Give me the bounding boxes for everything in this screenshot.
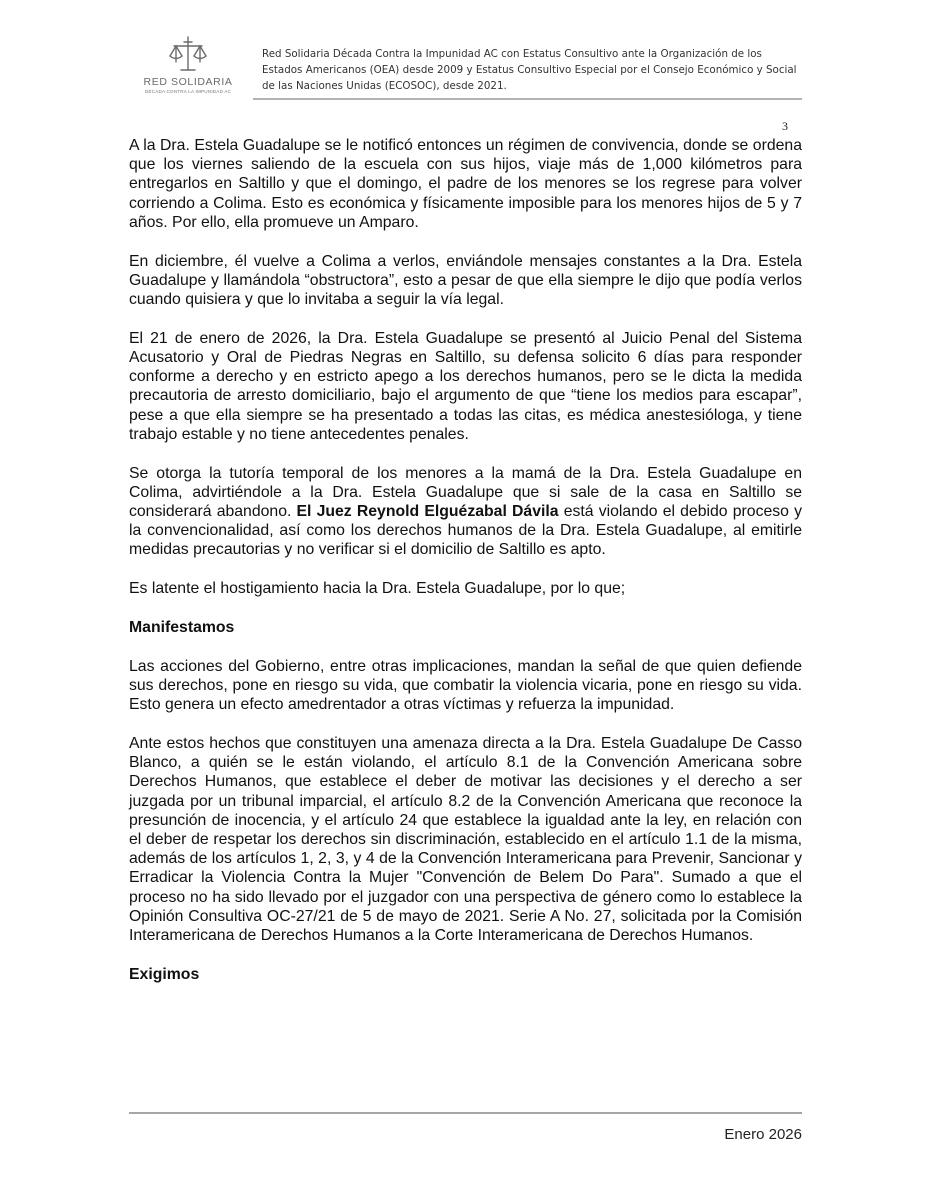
paragraph-hostigamiento: Es latente el hostigamiento hacia la Dra. Estela Guadalupe, por lo que; — [129, 580, 626, 598]
paragraph-tutoria — [129, 464, 802, 560]
paragraph-tutoria-text-1: Se otorga la tutoría temporal de los menores a la mamá de la Dra. Estela Guadalupe en Colima, advirtiéndole a la Dra. Estela Guadalupe que si sale de la casa en Saltillo se considerará abandono. — [129, 464, 802, 521]
scales-of-justice-icon — [166, 34, 210, 74]
document-body — [129, 136, 802, 1004]
judge-name: El Juez Reynold Elguézabal Dávila — [296, 503, 559, 521]
header-organization-statement: Red Solidaria Década Contra la Impunidad AC con Estatus Consultivo ante la Organización de los Estados Americanos (OEA) desde 2009 y Estatus Consultivo Especial por el Consejo Económico y Social de las Naciones Unidas (ECOSOC), desde 2021. — [262, 48, 797, 92]
logo-name: RED SOLIDARIA — [143, 76, 233, 88]
red-solidaria-logo — [140, 34, 236, 104]
footer-divider — [129, 1112, 802, 1114]
logo-subtitle: DÉCADA CONTRA LA IMPUNIDAD AC — [144, 89, 232, 94]
header-divider — [253, 98, 802, 100]
paragraph-juicio-penal: El 21 de enero de 2026, la Dra. Estela Guadalupe se presentó al Juicio Penal del Sistema Acusatorio y Oral de Piedras Negras en Saltillo, su defensa solicito 6 días para responder conforme a derecho y en estricto apego a los derechos humanos, pero se le dicta la medida precautoria de arresto domiciliario, bajo el argumento de que “tiene los medios para escapar”, pese a que ella siempre se ha presentado a todas las citas, es médica anestesióloga, y tiene trabajo estable y no tiene antecedentes penales. — [129, 329, 802, 443]
page-header — [0, 0, 927, 110]
heading-manifestamos: Manifestamos — [129, 619, 235, 637]
page-number: 3 — [782, 119, 788, 133]
paragraph-convencion-americana: Ante estos hechos que constituyen una amenaza directa a la Dra. Estela Guadalupe De Casso Blanco, a quién se le están violando, el artículo 8.1 de la Convención Americana sobre Derechos Humanos, que establece el deber de motivar las decisiones y el derecho a ser juzgada por un tribunal imparcial, el artículo 8.2 de la Convención Americana que reconoce la presunción de inocencia, y el artículo 24 que establece la igualdad ante la ley, en relación con el deber de respetar los derechos sin discriminación, establecido en el artículo 1.1 de la misma, además de los artículos 1, 2, 3, y 4 de la Convención Interamericana para Prevenir, Sancionar y Erradicar la Violencia Contra la Mujer "Convención de Belem Do Para". Sumado a que el proceso no ha sido llevado por el juzgador con una perspectiva de género como lo establece la Opinión Consultiva OC-27/21 de 5 de mayo de 2021. Serie A No. 27, solicitada por la Comisión Interamericana de Derechos Humanos a la Corte Interamericana de Derechos Humanos. — [129, 735, 802, 945]
paragraph-tutoria-text-2: está violando el debido proceso y la convencionalidad, así como los derechos humanos de la Dra. Estela Guadalupe, al emitirle medidas precautorias y no verificar si el domicilio de Saltillo es apto. — [129, 503, 802, 559]
paragraph-diciembre: En diciembre, él vuelve a Colima a verlos, enviándole mensajes constantes a la Dra. Estela Guadalupe y llamándola “obstructora”, esto a pesar de que ella siempre le dijo que podía verlos cuando quisiera y que lo invitaba a seguir la vía legal. — [129, 252, 802, 309]
heading-exigimos: Exigimos — [129, 965, 200, 983]
footer-date: Enero 2026 — [724, 1126, 802, 1143]
paragraph-convivencia: A la Dra. Estela Guadalupe se le notificó entonces un régimen de convivencia, donde se ordena que los viernes saliendo de la escuela con sus hijos, viaje más de 1,000 kilómetros para entregarlos en Saltillo y que el domingo, el padre de los menores se los regrese para volver corriendo a Colima. Esto es económica y físicamente imposible para los menores hijos de 5 y 7 años. Por ello, ella promueve un Amparo. — [129, 137, 802, 231]
paragraph-acciones-gobierno: Las acciones del Gobierno, entre otras implicaciones, mandan la señal de que quien defiende sus derechos, pone en riesgo su vida, que combatir la violencia vicaria, pone en riesgo su vida. Esto genera un efecto amedrentador a otras víctimas y refuerza la impunidad. — [129, 657, 802, 714]
